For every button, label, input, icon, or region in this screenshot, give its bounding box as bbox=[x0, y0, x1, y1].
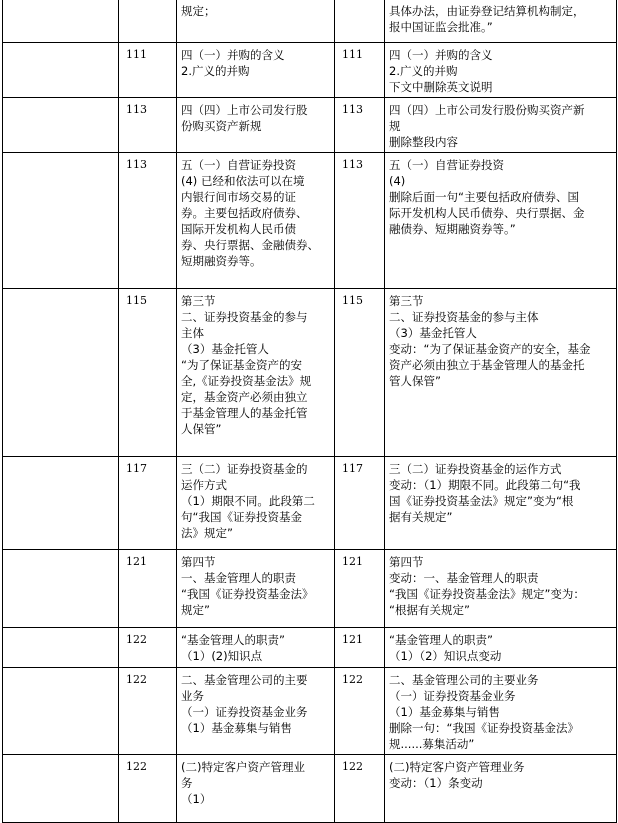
old-content-cell bbox=[177, 43, 335, 98]
old-content-cell bbox=[177, 550, 335, 628]
text-line: （3）基金托管人 bbox=[389, 326, 477, 340]
text-line: 四（一）并购的含义 bbox=[389, 48, 493, 62]
text-line: 管人保管” bbox=[389, 374, 441, 388]
text-line: （1）基金募集与销售 bbox=[389, 705, 500, 719]
text-line: 据有关规定” bbox=[389, 510, 453, 524]
text-line: 短期融资券等。 bbox=[181, 254, 262, 268]
table-row bbox=[3, 457, 617, 550]
new-content-cell bbox=[385, 0, 617, 43]
text-line: 规 bbox=[389, 119, 401, 133]
old-content-cell bbox=[177, 153, 335, 289]
old-content-cell bbox=[177, 755, 335, 823]
text-line: 于基金管理人的基金托管 bbox=[181, 406, 308, 420]
new-content-cell bbox=[385, 550, 617, 628]
text-line: 下文中删除英文说明 bbox=[389, 80, 493, 94]
table-row bbox=[3, 550, 617, 628]
text-line: “我国《证券投资基金法》规定”变为： bbox=[389, 587, 585, 601]
text-line: 第三节 bbox=[181, 294, 216, 308]
text-line: 五（一）自营证券投资 bbox=[389, 158, 504, 172]
text-line: （1）期限不同。此段第二 bbox=[181, 494, 315, 508]
text-line: (4) 已经和依法可以在境 bbox=[181, 174, 305, 188]
old-content-cell bbox=[177, 98, 335, 153]
text-line: 券。主要包括政府债券、 bbox=[181, 206, 308, 220]
text-line: 运作方式 bbox=[181, 478, 227, 492]
text-line: 际开发机构人民币债券、央行票据、金 bbox=[389, 206, 585, 220]
text-line: 规定； bbox=[181, 4, 216, 18]
old-page-number bbox=[119, 0, 177, 43]
text-line: 国际开发机构人民币债 bbox=[181, 222, 296, 236]
text-line: 删除一句：“我国《证券投资基金法》 bbox=[389, 721, 579, 735]
text-line: 三（二）证券投资基金的 bbox=[181, 462, 308, 476]
text-line: 二、基金管理公司的主要业务 bbox=[389, 673, 539, 687]
text-line: (二)特定客户资产管理业务 bbox=[389, 760, 525, 774]
new-content-cell bbox=[385, 755, 617, 823]
text-line: “根据有关规定” bbox=[389, 603, 470, 617]
text-line: 2.广义的并购 bbox=[181, 64, 250, 78]
blank-cell bbox=[3, 43, 119, 98]
text-line: 报中国证监会批准。” bbox=[389, 20, 493, 34]
old-content-cell bbox=[177, 0, 335, 43]
text-line: 一、基金管理人的职责 bbox=[181, 571, 296, 585]
table-row bbox=[3, 289, 617, 457]
text-line: 定，基金资产必须由独立 bbox=[181, 390, 308, 404]
new-page-number: 111 bbox=[335, 43, 385, 98]
text-line: 券、央行票据、金融债券、 bbox=[181, 238, 319, 252]
blank-cell bbox=[3, 668, 119, 755]
table-row bbox=[3, 43, 617, 98]
text-line: 法》规定” bbox=[181, 526, 233, 540]
text-line: （1）基金募集与销售 bbox=[181, 721, 292, 735]
text-line: 删除后面一句“主要包括政府债券、国 bbox=[389, 190, 579, 204]
text-line: 全,《证券投资基金法》规 bbox=[181, 374, 312, 388]
text-line: （一）证券投资基金业务 bbox=[181, 705, 308, 719]
text-line: 变动：（1）条变动 bbox=[389, 776, 483, 790]
table-row bbox=[3, 668, 617, 755]
text-line: 变动：一、基金管理人的职责 bbox=[389, 571, 539, 585]
new-content-cell bbox=[385, 289, 617, 457]
text-line: （1）（2）知识点变动 bbox=[389, 649, 502, 663]
old-page-number: 115 bbox=[119, 289, 177, 457]
blank-cell bbox=[3, 289, 119, 457]
text-line: 第四节 bbox=[389, 555, 424, 569]
text-line: “为了保证基金资产的安 bbox=[181, 358, 302, 372]
comparison-table bbox=[2, 0, 617, 823]
blank-cell bbox=[3, 550, 119, 628]
text-line: 规......募集活动” bbox=[389, 737, 475, 751]
blank-cell bbox=[3, 153, 119, 289]
old-content-cell bbox=[177, 628, 335, 668]
new-content-cell bbox=[385, 98, 617, 153]
text-line: 删除整段内容 bbox=[389, 135, 458, 149]
text-line: （3）基金托管人 bbox=[181, 342, 269, 356]
text-line: 二、证券投资基金的参与 bbox=[181, 310, 308, 324]
table-body bbox=[3, 0, 617, 823]
blank-cell bbox=[3, 457, 119, 550]
text-line: 内银行间市场交易的证 bbox=[181, 190, 296, 204]
table-row bbox=[3, 755, 617, 823]
new-page-number: 115 bbox=[335, 289, 385, 457]
text-line: 句“我国《证券投资基金 bbox=[181, 510, 302, 524]
old-page-number: 113 bbox=[119, 153, 177, 289]
text-line: 五（一）自营证券投资 bbox=[181, 158, 296, 172]
text-line: 务 bbox=[181, 776, 193, 790]
text-line: 业务 bbox=[181, 689, 204, 703]
text-line: (二)特定客户资产管理业 bbox=[181, 760, 305, 774]
new-page-number bbox=[335, 0, 385, 43]
text-line: “基金管理人的职责” bbox=[389, 633, 493, 647]
new-page-number: 121 bbox=[335, 628, 385, 668]
old-content-cell bbox=[177, 668, 335, 755]
text-line: 二、基金管理公司的主要 bbox=[181, 673, 308, 687]
new-content-cell bbox=[385, 153, 617, 289]
new-page-number: 122 bbox=[335, 668, 385, 755]
table-row bbox=[3, 153, 617, 289]
new-content-cell bbox=[385, 43, 617, 98]
new-content-cell bbox=[385, 628, 617, 668]
new-content-cell bbox=[385, 668, 617, 755]
text-line: （1）(2)知识点 bbox=[181, 649, 263, 663]
text-line: 人保管” bbox=[181, 422, 222, 436]
text-line: 变动：“为了保证基金资产的安全，基金 bbox=[389, 342, 591, 356]
text-line: （一）证券投资基金业务 bbox=[389, 689, 516, 703]
text-line: 国《证券投资基金法》规定”变为“根 bbox=[389, 494, 574, 508]
text-line: 变动：（1）期限不同。此段第二句“我 bbox=[389, 478, 581, 492]
text-line: 主体 bbox=[181, 326, 204, 340]
text-line: 第三节 bbox=[389, 294, 424, 308]
text-line: 四（四）上市公司发行股 bbox=[181, 103, 308, 117]
text-line: 具体办法，由证券登记结算机构制定， bbox=[389, 4, 585, 18]
old-page-number: 122 bbox=[119, 755, 177, 823]
text-line: (4) bbox=[389, 174, 406, 188]
old-page-number: 117 bbox=[119, 457, 177, 550]
text-line: 份购买资产新规 bbox=[181, 119, 262, 133]
text-line: 四（四）上市公司发行股份购买资产新 bbox=[389, 103, 585, 117]
new-page-number: 122 bbox=[335, 755, 385, 823]
text-line: 2.广义的并购 bbox=[389, 64, 458, 78]
new-content-cell bbox=[385, 457, 617, 550]
old-page-number: 113 bbox=[119, 98, 177, 153]
text-line: 规定” bbox=[181, 603, 210, 617]
blank-cell bbox=[3, 0, 119, 43]
text-line: 三（二）证券投资基金的运作方式 bbox=[389, 462, 562, 476]
table-row bbox=[3, 0, 617, 43]
old-page-number: 121 bbox=[119, 550, 177, 628]
old-page-number: 122 bbox=[119, 668, 177, 755]
blank-cell bbox=[3, 628, 119, 668]
table-row bbox=[3, 98, 617, 153]
new-page-number: 121 bbox=[335, 550, 385, 628]
blank-cell bbox=[3, 98, 119, 153]
old-content-cell bbox=[177, 289, 335, 457]
text-line: 四（一）并购的含义 bbox=[181, 48, 285, 62]
text-line: 第四节 bbox=[181, 555, 216, 569]
old-content-cell bbox=[177, 457, 335, 550]
text-line: 融债券、短期融资券等。” bbox=[389, 222, 516, 236]
text-line: 二、证券投资基金的参与主体 bbox=[389, 310, 539, 324]
table-row bbox=[3, 628, 617, 668]
text-line: “我国《证券投资基金法》 bbox=[181, 587, 314, 601]
old-page-number: 111 bbox=[119, 43, 177, 98]
text-line: 资产必须由独立于基金管理人的基金托 bbox=[389, 358, 585, 372]
blank-cell bbox=[3, 755, 119, 823]
new-page-number: 117 bbox=[335, 457, 385, 550]
text-line: （1） bbox=[181, 792, 212, 806]
new-page-number: 113 bbox=[335, 153, 385, 289]
new-page-number: 113 bbox=[335, 98, 385, 153]
old-page-number: 122 bbox=[119, 628, 177, 668]
text-line: “基金管理人的职责” bbox=[181, 633, 285, 647]
